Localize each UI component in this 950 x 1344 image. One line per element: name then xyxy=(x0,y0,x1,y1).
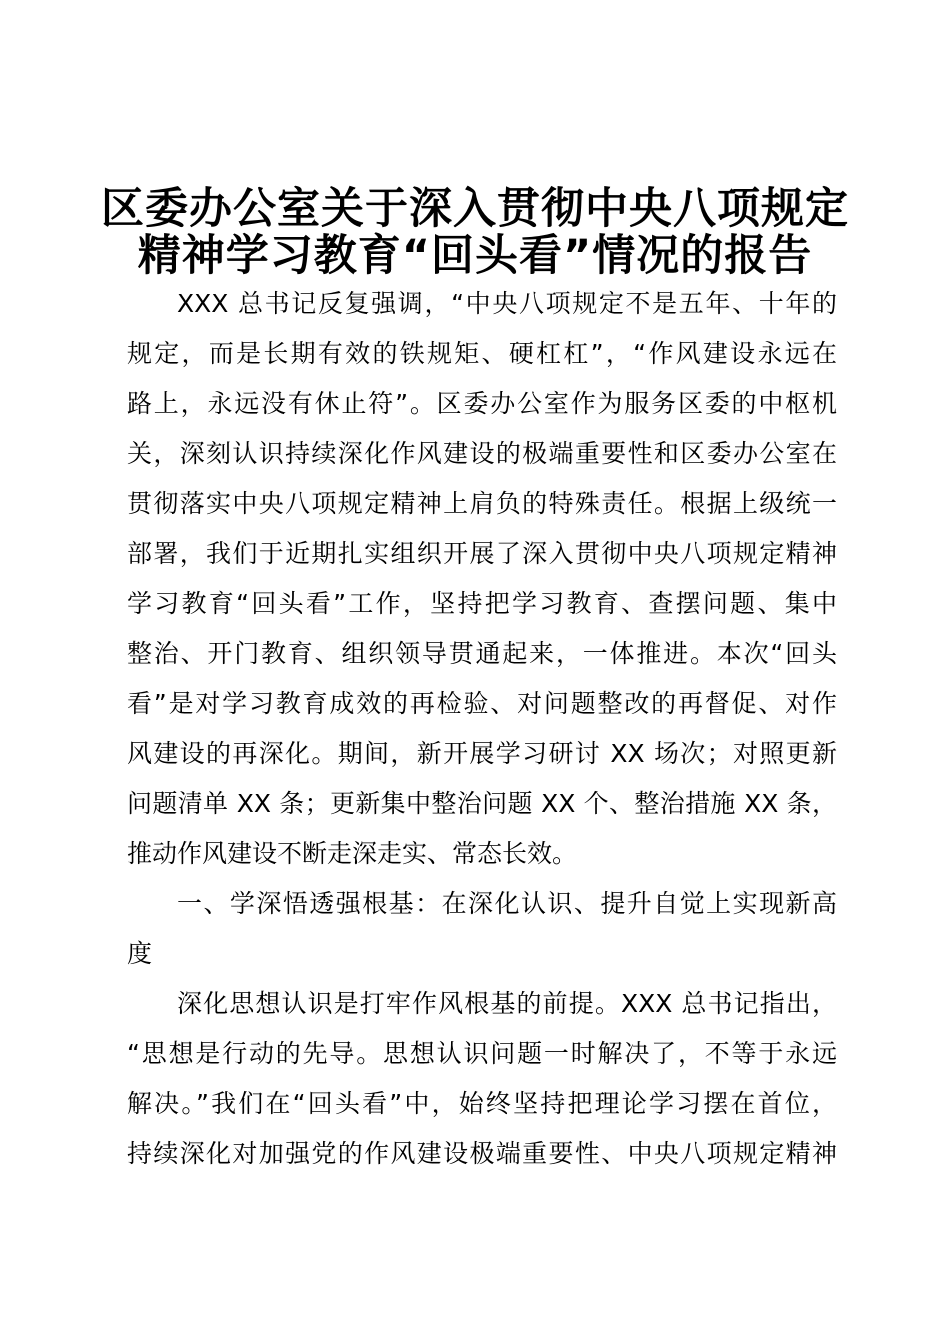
body-line: 学习教育“回头看”工作，坚持把学习教育、查摆问题、集中 xyxy=(127,589,837,618)
body-line: 风建设的再深化。期间，新开展学习研讨 XX 场次；对照更新 xyxy=(127,739,837,768)
section-heading-line: 度 xyxy=(127,939,153,968)
body-line: 解决。”我们在“回头看”中，始终坚持把理论学习摆在首位， xyxy=(127,1089,837,1118)
body-line: “思想是行动的先导。思想认识问题一时解决了，不等于永远 xyxy=(127,1039,837,1068)
document-title-line-1: 区委办公室关于深入贯彻中央八项规定 xyxy=(101,184,849,234)
body-line: 部署，我们于近期扎实组织开展了深入贯彻中央八项规定精神 xyxy=(127,539,837,568)
document-title-line-2: 精神学习教育“回头看”情况的报告 xyxy=(137,231,813,281)
body-line: 关，深刻认识持续深化作风建设的极端重要性和区委办公室在 xyxy=(127,439,837,468)
body-line: 看”是对学习教育成效的再检验、对问题整改的再督促、对作 xyxy=(127,689,837,718)
body-line: 持续深化对加强党的作风建设极端重要性、中央八项规定精神 xyxy=(127,1139,837,1168)
body-line: 规定，而是长期有效的铁规矩、硬杠杠”，“作风建设永远在 xyxy=(127,339,837,368)
body-line: XXX 总书记反复强调，“中央八项规定不是五年、十年的 xyxy=(177,289,837,318)
section-heading-line: 一、学深悟透强根基：在深化认识、提升自觉上实现新高 xyxy=(177,889,837,918)
body-line: 推动作风建设不断走深走实、常态长效。 xyxy=(127,839,578,868)
body-line: 问题清单 XX 条；更新集中整治问题 XX 个、整治措施 XX 条， xyxy=(127,789,837,818)
body-line: 整治、开门教育、组织领导贯通起来，一体推进。本次“回头 xyxy=(127,639,837,668)
body-line: 深化思想认识是打牢作风根基的前提。XXX 总书记指出， xyxy=(177,989,837,1018)
body-line: 贯彻落实中央八项规定精神上肩负的特殊责任。根据上级统一 xyxy=(127,489,837,518)
body-line: 路上，永远没有休止符”。区委办公室作为服务区委的中枢机 xyxy=(127,389,837,418)
